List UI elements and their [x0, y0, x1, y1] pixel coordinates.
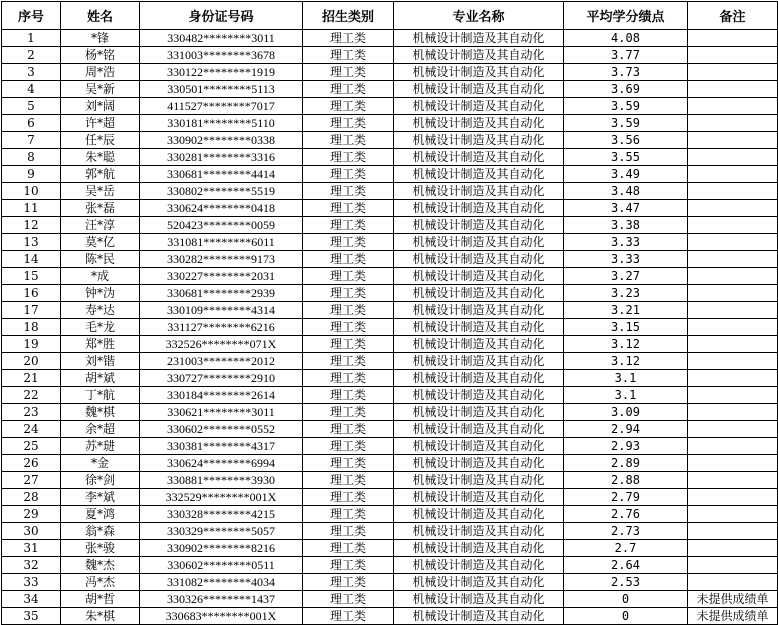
cell-gpa: 3.49 — [564, 166, 688, 183]
cell-index: 26 — [2, 455, 61, 472]
cell-id-number: 330681********4414 — [140, 166, 303, 183]
cell-id-number: 330482********3011 — [140, 30, 303, 47]
cell-index: 25 — [2, 438, 61, 455]
cell-major: 机械设计制造及其自动化 — [394, 115, 564, 132]
cell-admission-category: 理工类 — [303, 455, 394, 472]
table-row — [2, 574, 778, 591]
table-row — [2, 404, 778, 421]
cell-major: 机械设计制造及其自动化 — [394, 98, 564, 115]
table-row — [2, 540, 778, 557]
cell-gpa: 2.53 — [564, 574, 688, 591]
cell-admission-category: 理工类 — [303, 591, 394, 608]
cell-name: 汪*淳 — [61, 217, 140, 234]
cell-name: 徐*剑 — [61, 472, 140, 489]
cell-index: 12 — [2, 217, 61, 234]
cell-major: 机械设计制造及其自动化 — [394, 591, 564, 608]
cell-name: 寿*达 — [61, 302, 140, 319]
cell-name: 周*浩 — [61, 64, 140, 81]
cell-admission-category: 理工类 — [303, 404, 394, 421]
cell-gpa: 4.08 — [564, 30, 688, 47]
cell-admission-category: 理工类 — [303, 319, 394, 336]
cell-remarks — [688, 98, 778, 115]
cell-gpa: 3.21 — [564, 302, 688, 319]
table-row — [2, 64, 778, 81]
cell-index: 18 — [2, 319, 61, 336]
cell-admission-category: 理工类 — [303, 438, 394, 455]
cell-remarks — [688, 523, 778, 540]
cell-remarks — [688, 540, 778, 557]
cell-index: 2 — [2, 47, 61, 64]
table-row — [2, 30, 778, 47]
table-row — [2, 319, 778, 336]
cell-gpa: 3.09 — [564, 404, 688, 421]
cell-major: 机械设计制造及其自动化 — [394, 353, 564, 370]
cell-id-number: 330624********0418 — [140, 200, 303, 217]
table-row — [2, 302, 778, 319]
table-body — [2, 30, 778, 625]
cell-name: 许*超 — [61, 115, 140, 132]
cell-remarks — [688, 183, 778, 200]
table-row — [2, 489, 778, 506]
cell-major: 机械设计制造及其自动化 — [394, 285, 564, 302]
cell-name: 刘*阔 — [61, 98, 140, 115]
cell-major: 机械设计制造及其自动化 — [394, 574, 564, 591]
cell-remarks — [688, 370, 778, 387]
cell-id-number: 330326********1437 — [140, 591, 303, 608]
cell-remarks — [688, 149, 778, 166]
cell-id-number: 231003********2012 — [140, 353, 303, 370]
cell-id-number: 332526********071X — [140, 336, 303, 353]
cell-major: 机械设计制造及其自动化 — [394, 540, 564, 557]
cell-major: 机械设计制造及其自动化 — [394, 489, 564, 506]
cell-admission-category: 理工类 — [303, 166, 394, 183]
cell-name: 任*辰 — [61, 132, 140, 149]
cell-admission-category: 理工类 — [303, 115, 394, 132]
cell-major: 机械设计制造及其自动化 — [394, 506, 564, 523]
cell-remarks — [688, 438, 778, 455]
cell-index: 30 — [2, 523, 61, 540]
cell-admission-category: 理工类 — [303, 200, 394, 217]
cell-id-number: 330681********2939 — [140, 285, 303, 302]
cell-remarks — [688, 115, 778, 132]
cell-index: 5 — [2, 98, 61, 115]
cell-index: 10 — [2, 183, 61, 200]
cell-index: 35 — [2, 608, 61, 625]
table-row — [2, 47, 778, 64]
cell-admission-category: 理工类 — [303, 217, 394, 234]
cell-gpa: 3.33 — [564, 234, 688, 251]
cell-name: 张*骏 — [61, 540, 140, 557]
cell-remarks — [688, 234, 778, 251]
cell-index: 15 — [2, 268, 61, 285]
table-row — [2, 81, 778, 98]
cell-major: 机械设计制造及其自动化 — [394, 523, 564, 540]
cell-index: 31 — [2, 540, 61, 557]
cell-admission-category: 理工类 — [303, 30, 394, 47]
table-row — [2, 166, 778, 183]
cell-major: 机械设计制造及其自动化 — [394, 64, 564, 81]
cell-id-number: 330181********5110 — [140, 115, 303, 132]
cell-gpa: 3.38 — [564, 217, 688, 234]
header-id-number: 身份证号码 — [140, 2, 303, 30]
cell-remarks — [688, 200, 778, 217]
cell-gpa: 2.94 — [564, 421, 688, 438]
cell-admission-category: 理工类 — [303, 302, 394, 319]
cell-index: 28 — [2, 489, 61, 506]
table-row — [2, 591, 778, 608]
cell-index: 20 — [2, 353, 61, 370]
table-row — [2, 183, 778, 200]
table-row — [2, 217, 778, 234]
cell-gpa: 3.77 — [564, 47, 688, 64]
cell-index: 13 — [2, 234, 61, 251]
cell-name: 苏*琎 — [61, 438, 140, 455]
cell-name: 毛*龙 — [61, 319, 140, 336]
cell-id-number: 330122********1919 — [140, 64, 303, 81]
cell-admission-category: 理工类 — [303, 506, 394, 523]
cell-major: 机械设计制造及其自动化 — [394, 234, 564, 251]
cell-gpa: 3.12 — [564, 336, 688, 353]
cell-admission-category: 理工类 — [303, 149, 394, 166]
cell-remarks — [688, 336, 778, 353]
cell-id-number: 330902********0338 — [140, 132, 303, 149]
table-row — [2, 353, 778, 370]
cell-id-number: 330624********6994 — [140, 455, 303, 472]
cell-major: 机械设计制造及其自动化 — [394, 183, 564, 200]
cell-major: 机械设计制造及其自动化 — [394, 336, 564, 353]
cell-index: 32 — [2, 557, 61, 574]
cell-remarks — [688, 81, 778, 98]
cell-remarks — [688, 387, 778, 404]
cell-remarks — [688, 302, 778, 319]
cell-remarks — [688, 268, 778, 285]
cell-id-number: 330621********3011 — [140, 404, 303, 421]
table-row — [2, 370, 778, 387]
cell-id-number: 411527********7017 — [140, 98, 303, 115]
cell-index: 33 — [2, 574, 61, 591]
cell-name: 莫*亿 — [61, 234, 140, 251]
table-row — [2, 455, 778, 472]
cell-name: *锋 — [61, 30, 140, 47]
cell-id-number: 330109********4314 — [140, 302, 303, 319]
cell-major: 机械设计制造及其自动化 — [394, 149, 564, 166]
table-row — [2, 336, 778, 353]
cell-remarks — [688, 132, 778, 149]
cell-admission-category: 理工类 — [303, 523, 394, 540]
cell-name: 刘*锴 — [61, 353, 140, 370]
cell-id-number: 330902********8216 — [140, 540, 303, 557]
cell-admission-category: 理工类 — [303, 540, 394, 557]
cell-admission-category: 理工类 — [303, 285, 394, 302]
cell-remarks — [688, 285, 778, 302]
cell-remarks — [688, 353, 778, 370]
cell-id-number: 331127********6216 — [140, 319, 303, 336]
cell-gpa: 3.23 — [564, 285, 688, 302]
cell-remarks — [688, 64, 778, 81]
cell-gpa: 3.12 — [564, 353, 688, 370]
cell-index: 22 — [2, 387, 61, 404]
cell-admission-category: 理工类 — [303, 370, 394, 387]
cell-admission-category: 理工类 — [303, 251, 394, 268]
cell-index: 27 — [2, 472, 61, 489]
cell-admission-category: 理工类 — [303, 47, 394, 64]
cell-remarks: 未提供成绩单 — [688, 608, 778, 625]
cell-gpa: 2.88 — [564, 472, 688, 489]
cell-id-number: 330683********001X — [140, 608, 303, 625]
cell-admission-category: 理工类 — [303, 183, 394, 200]
cell-index: 24 — [2, 421, 61, 438]
cell-name: 钟*沩 — [61, 285, 140, 302]
cell-admission-category: 理工类 — [303, 557, 394, 574]
table-row — [2, 234, 778, 251]
cell-remarks: 未提供成绩单 — [688, 591, 778, 608]
cell-name: *金 — [61, 455, 140, 472]
cell-remarks — [688, 489, 778, 506]
header-index: 序号 — [2, 2, 61, 30]
cell-id-number: 330727********2910 — [140, 370, 303, 387]
cell-id-number: 331082********4034 — [140, 574, 303, 591]
cell-id-number: 330501********5113 — [140, 81, 303, 98]
cell-remarks — [688, 30, 778, 47]
cell-index: 8 — [2, 149, 61, 166]
cell-gpa: 3.59 — [564, 115, 688, 132]
table-row — [2, 268, 778, 285]
cell-admission-category: 理工类 — [303, 234, 394, 251]
cell-admission-category: 理工类 — [303, 132, 394, 149]
cell-admission-category: 理工类 — [303, 81, 394, 98]
cell-index: 4 — [2, 81, 61, 98]
cell-remarks — [688, 217, 778, 234]
cell-id-number: 331003********3678 — [140, 47, 303, 64]
cell-id-number: 330602********0511 — [140, 557, 303, 574]
cell-name: 丁*航 — [61, 387, 140, 404]
cell-name: *成 — [61, 268, 140, 285]
cell-remarks — [688, 166, 778, 183]
cell-admission-category: 理工类 — [303, 608, 394, 625]
cell-name: 翁*森 — [61, 523, 140, 540]
gpa-ranking-table — [1, 1, 778, 625]
cell-id-number: 330381********4317 — [140, 438, 303, 455]
cell-index: 11 — [2, 200, 61, 217]
table-row — [2, 608, 778, 625]
cell-admission-category: 理工类 — [303, 421, 394, 438]
cell-remarks — [688, 557, 778, 574]
cell-major: 机械设计制造及其自动化 — [394, 200, 564, 217]
cell-name: 胡*斌 — [61, 370, 140, 387]
cell-index: 14 — [2, 251, 61, 268]
cell-remarks — [688, 319, 778, 336]
cell-id-number: 330184********2614 — [140, 387, 303, 404]
cell-remarks — [688, 47, 778, 64]
cell-name: 余*超 — [61, 421, 140, 438]
cell-admission-category: 理工类 — [303, 387, 394, 404]
cell-gpa: 2.79 — [564, 489, 688, 506]
cell-gpa: 3.1 — [564, 370, 688, 387]
cell-name: 郭*航 — [61, 166, 140, 183]
cell-id-number: 331081********6011 — [140, 234, 303, 251]
cell-gpa: 3.69 — [564, 81, 688, 98]
table-row — [2, 200, 778, 217]
cell-major: 机械设计制造及其自动化 — [394, 132, 564, 149]
cell-gpa: 2.7 — [564, 540, 688, 557]
table-row — [2, 149, 778, 166]
header-gpa: 平均学分绩点 — [564, 2, 688, 30]
cell-index: 23 — [2, 404, 61, 421]
cell-name: 吴*岳 — [61, 183, 140, 200]
cell-major: 机械设计制造及其自动化 — [394, 81, 564, 98]
cell-gpa: 3.59 — [564, 98, 688, 115]
cell-name: 魏*棋 — [61, 404, 140, 421]
cell-major: 机械设计制造及其自动化 — [394, 319, 564, 336]
cell-gpa: 3.27 — [564, 268, 688, 285]
cell-admission-category: 理工类 — [303, 64, 394, 81]
table-row — [2, 557, 778, 574]
cell-name: 朱*棋 — [61, 608, 140, 625]
cell-remarks — [688, 404, 778, 421]
cell-id-number: 332529********001X — [140, 489, 303, 506]
cell-major: 机械设计制造及其自动化 — [394, 455, 564, 472]
cell-major: 机械设计制造及其自动化 — [394, 608, 564, 625]
cell-name: 张*磊 — [61, 200, 140, 217]
cell-major: 机械设计制造及其自动化 — [394, 268, 564, 285]
cell-major: 机械设计制造及其自动化 — [394, 217, 564, 234]
cell-major: 机械设计制造及其自动化 — [394, 251, 564, 268]
cell-gpa: 3.55 — [564, 149, 688, 166]
cell-admission-category: 理工类 — [303, 336, 394, 353]
cell-index: 7 — [2, 132, 61, 149]
cell-name: 郑*胜 — [61, 336, 140, 353]
cell-index: 9 — [2, 166, 61, 183]
cell-index: 3 — [2, 64, 61, 81]
table-row — [2, 387, 778, 404]
cell-remarks — [688, 455, 778, 472]
cell-index: 19 — [2, 336, 61, 353]
cell-admission-category: 理工类 — [303, 574, 394, 591]
table-header-row — [2, 2, 778, 30]
cell-id-number: 330281********3316 — [140, 149, 303, 166]
table-row — [2, 421, 778, 438]
cell-id-number: 330881********3930 — [140, 472, 303, 489]
cell-major: 机械设计制造及其自动化 — [394, 30, 564, 47]
cell-index: 29 — [2, 506, 61, 523]
cell-admission-category: 理工类 — [303, 489, 394, 506]
table-row — [2, 98, 778, 115]
cell-admission-category: 理工类 — [303, 268, 394, 285]
cell-name: 杨*铭 — [61, 47, 140, 64]
cell-index: 6 — [2, 115, 61, 132]
cell-name: 朱*聪 — [61, 149, 140, 166]
cell-id-number: 330329********5057 — [140, 523, 303, 540]
cell-major: 机械设计制造及其自动化 — [394, 370, 564, 387]
table-row — [2, 251, 778, 268]
cell-gpa: 3.33 — [564, 251, 688, 268]
table-row — [2, 438, 778, 455]
cell-remarks — [688, 506, 778, 523]
cell-gpa: 3.1 — [564, 387, 688, 404]
cell-major: 机械设计制造及其自动化 — [394, 421, 564, 438]
cell-id-number: 330602********0552 — [140, 421, 303, 438]
cell-gpa: 3.73 — [564, 64, 688, 81]
header-remarks: 备注 — [688, 2, 778, 30]
table-row — [2, 506, 778, 523]
cell-id-number: 330227********2031 — [140, 268, 303, 285]
cell-major: 机械设计制造及其自动化 — [394, 404, 564, 421]
table-row — [2, 132, 778, 149]
cell-remarks — [688, 472, 778, 489]
header-name: 姓名 — [61, 2, 140, 30]
table-row — [2, 115, 778, 132]
cell-major: 机械设计制造及其自动化 — [394, 302, 564, 319]
cell-major: 机械设计制造及其自动化 — [394, 47, 564, 64]
cell-id-number: 330802********5519 — [140, 183, 303, 200]
cell-index: 1 — [2, 30, 61, 47]
cell-id-number: 330328********4215 — [140, 506, 303, 523]
cell-gpa: 3.48 — [564, 183, 688, 200]
cell-gpa: 3.47 — [564, 200, 688, 217]
cell-remarks — [688, 421, 778, 438]
cell-gpa: 2.76 — [564, 506, 688, 523]
cell-index: 17 — [2, 302, 61, 319]
cell-admission-category: 理工类 — [303, 98, 394, 115]
cell-id-number: 520423********0059 — [140, 217, 303, 234]
cell-index: 16 — [2, 285, 61, 302]
cell-major: 机械设计制造及其自动化 — [394, 557, 564, 574]
cell-remarks — [688, 574, 778, 591]
table-row — [2, 523, 778, 540]
cell-major: 机械设计制造及其自动化 — [394, 166, 564, 183]
cell-name: 李*斌 — [61, 489, 140, 506]
cell-gpa: 2.64 — [564, 557, 688, 574]
cell-major: 机械设计制造及其自动化 — [394, 438, 564, 455]
cell-index: 21 — [2, 370, 61, 387]
cell-remarks — [688, 251, 778, 268]
cell-major: 机械设计制造及其自动化 — [394, 472, 564, 489]
header-major: 专业名称 — [394, 2, 564, 30]
cell-name: 吴*新 — [61, 81, 140, 98]
cell-name: 魏*杰 — [61, 557, 140, 574]
cell-gpa: 2.73 — [564, 523, 688, 540]
cell-gpa: 2.93 — [564, 438, 688, 455]
cell-name: 夏*鸿 — [61, 506, 140, 523]
cell-index: 34 — [2, 591, 61, 608]
cell-name: 胡*哲 — [61, 591, 140, 608]
table-row — [2, 285, 778, 302]
table-row — [2, 472, 778, 489]
header-admission-category: 招生类别 — [303, 2, 394, 30]
cell-gpa: 0 — [564, 591, 688, 608]
cell-major: 机械设计制造及其自动化 — [394, 387, 564, 404]
cell-name: 冯*杰 — [61, 574, 140, 591]
cell-gpa: 0 — [564, 608, 688, 625]
cell-admission-category: 理工类 — [303, 472, 394, 489]
cell-id-number: 330282********9173 — [140, 251, 303, 268]
cell-admission-category: 理工类 — [303, 353, 394, 370]
cell-name: 陈*民 — [61, 251, 140, 268]
cell-gpa: 3.56 — [564, 132, 688, 149]
cell-gpa: 2.89 — [564, 455, 688, 472]
cell-gpa: 3.15 — [564, 319, 688, 336]
